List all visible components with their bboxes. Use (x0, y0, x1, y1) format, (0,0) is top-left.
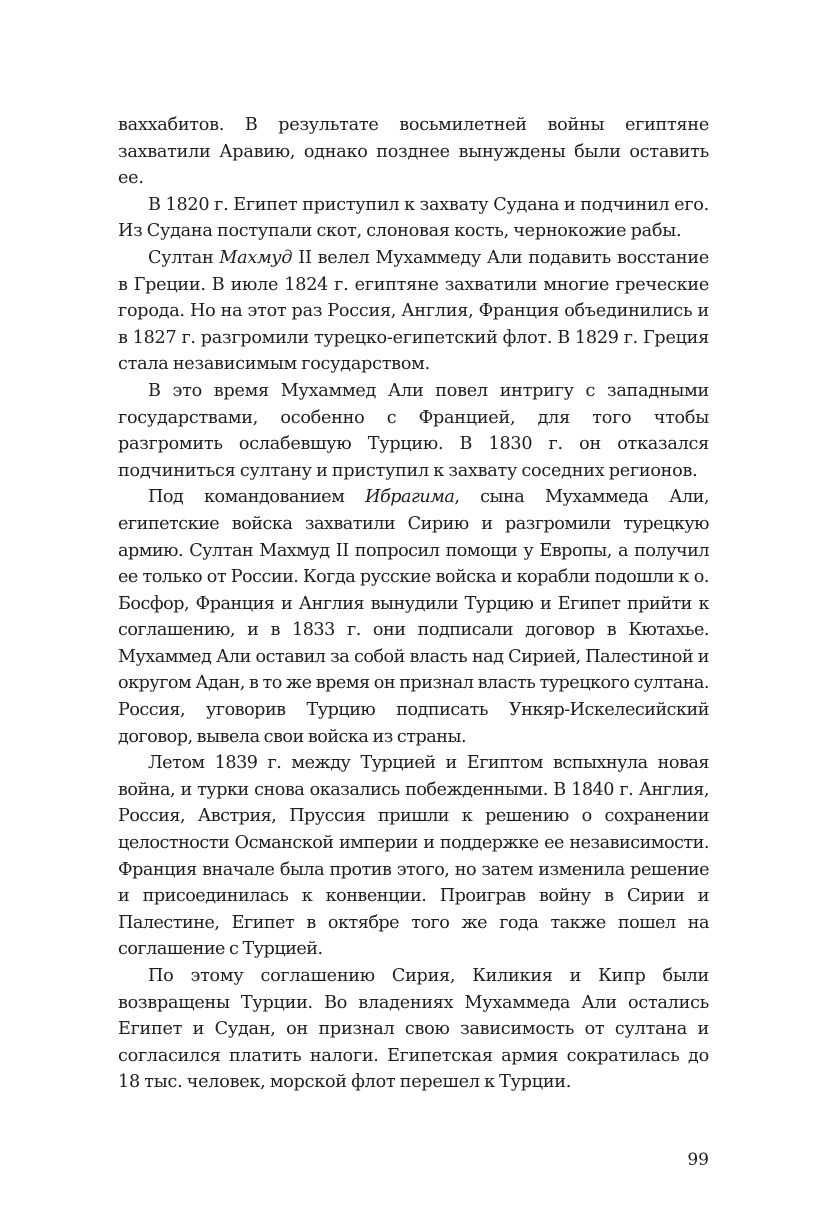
paragraph-text: ваххабитов. В результате восьмилетней войны египтяне захватили Аравию, однако позднее вынуждены были оставить ее. (118, 115, 709, 189)
paragraph-text: По этому соглашению Сирия, Киликия и Кипр были возвращены Турции. Во владениях Мухаммеда Али остались Египет и Судан, он признал свою зависимость от султана и согласился платить налоги. Египетская армия сократилась до 18 тыс. человек, морской флот перешел к Турции. (118, 966, 709, 1093)
page-body (118, 112, 709, 1096)
paragraph-text: Под командованием (148, 487, 366, 508)
emphasized-name: Махмуд (219, 247, 293, 268)
paragraph-text: В это время Мухаммед Али повел интригу с западными государствами, особенно с Францией, для того чтобы разгромить ослабевшую Турцию. В 1830 г. он отказался подчиниться султану и приступил к захвату соседних регионов. (118, 380, 709, 481)
paragraph (118, 112, 709, 192)
page-number: 99 (687, 1150, 709, 1170)
paragraph (118, 378, 709, 484)
emphasized-name: Ибрагима (365, 487, 455, 508)
paragraph-text: Летом 1839 г. между Турцией и Египтом вспыхнула новая война, и турки снова оказались побежденными. В 1840 г. Англия, Россия, Австрия, Пруссия пришли к решению о сохранении целостности Османской империи и поддержке ее независимости. Франция вначале была против этого, но затем изменила решение и присоединилась к конвенции. Проиграв войну в Сирии и Палестине, Египет в октябре того же года также пошел на соглашение с Турцией. (118, 753, 709, 960)
paragraph-text: , сына Мухаммеда Али, египетские войска захватили Сирию и разгромили турецкую армию. Султан Махмуд II попросил помощи у Европы, а получил ее только от России. Когда русские войска и корабли подошли к о. Босфор, Франция и Англия вынудили Турцию и Египет прийти к соглашению, и в 1833 г. они подписали договор в Кютахье. Мухаммед Али оставил за собой власть над Сирией, Палестиной и округом Адан, в то же время он признал власть турецкого султана. Россия, уговорив Турцию подписать Ункяр-Искелесийский договор, вывела свои войска из страны. (118, 487, 709, 747)
paragraph-text: II велел Мухаммеду Али подавить восстание в Греции. В июле 1824 г. египтяне захватили многие греческие города. Но на этот раз Россия, Англия, Франция объединились и в 1827 г. разгромили турецко-египетский флот. В 1829 г. Греция стала независимым государством. (118, 247, 709, 375)
paragraph-text: В 1820 г. Египет приступил к захвату Судана и подчинил его. Из Судана поступали скот, слоновая кость, чернокожие рабы. (118, 194, 709, 242)
paragraph-text: Султан (148, 247, 220, 268)
paragraph (118, 245, 709, 378)
paragraph (118, 963, 709, 1096)
paragraph (118, 750, 709, 963)
paragraph (118, 192, 709, 245)
paragraph (118, 484, 709, 750)
